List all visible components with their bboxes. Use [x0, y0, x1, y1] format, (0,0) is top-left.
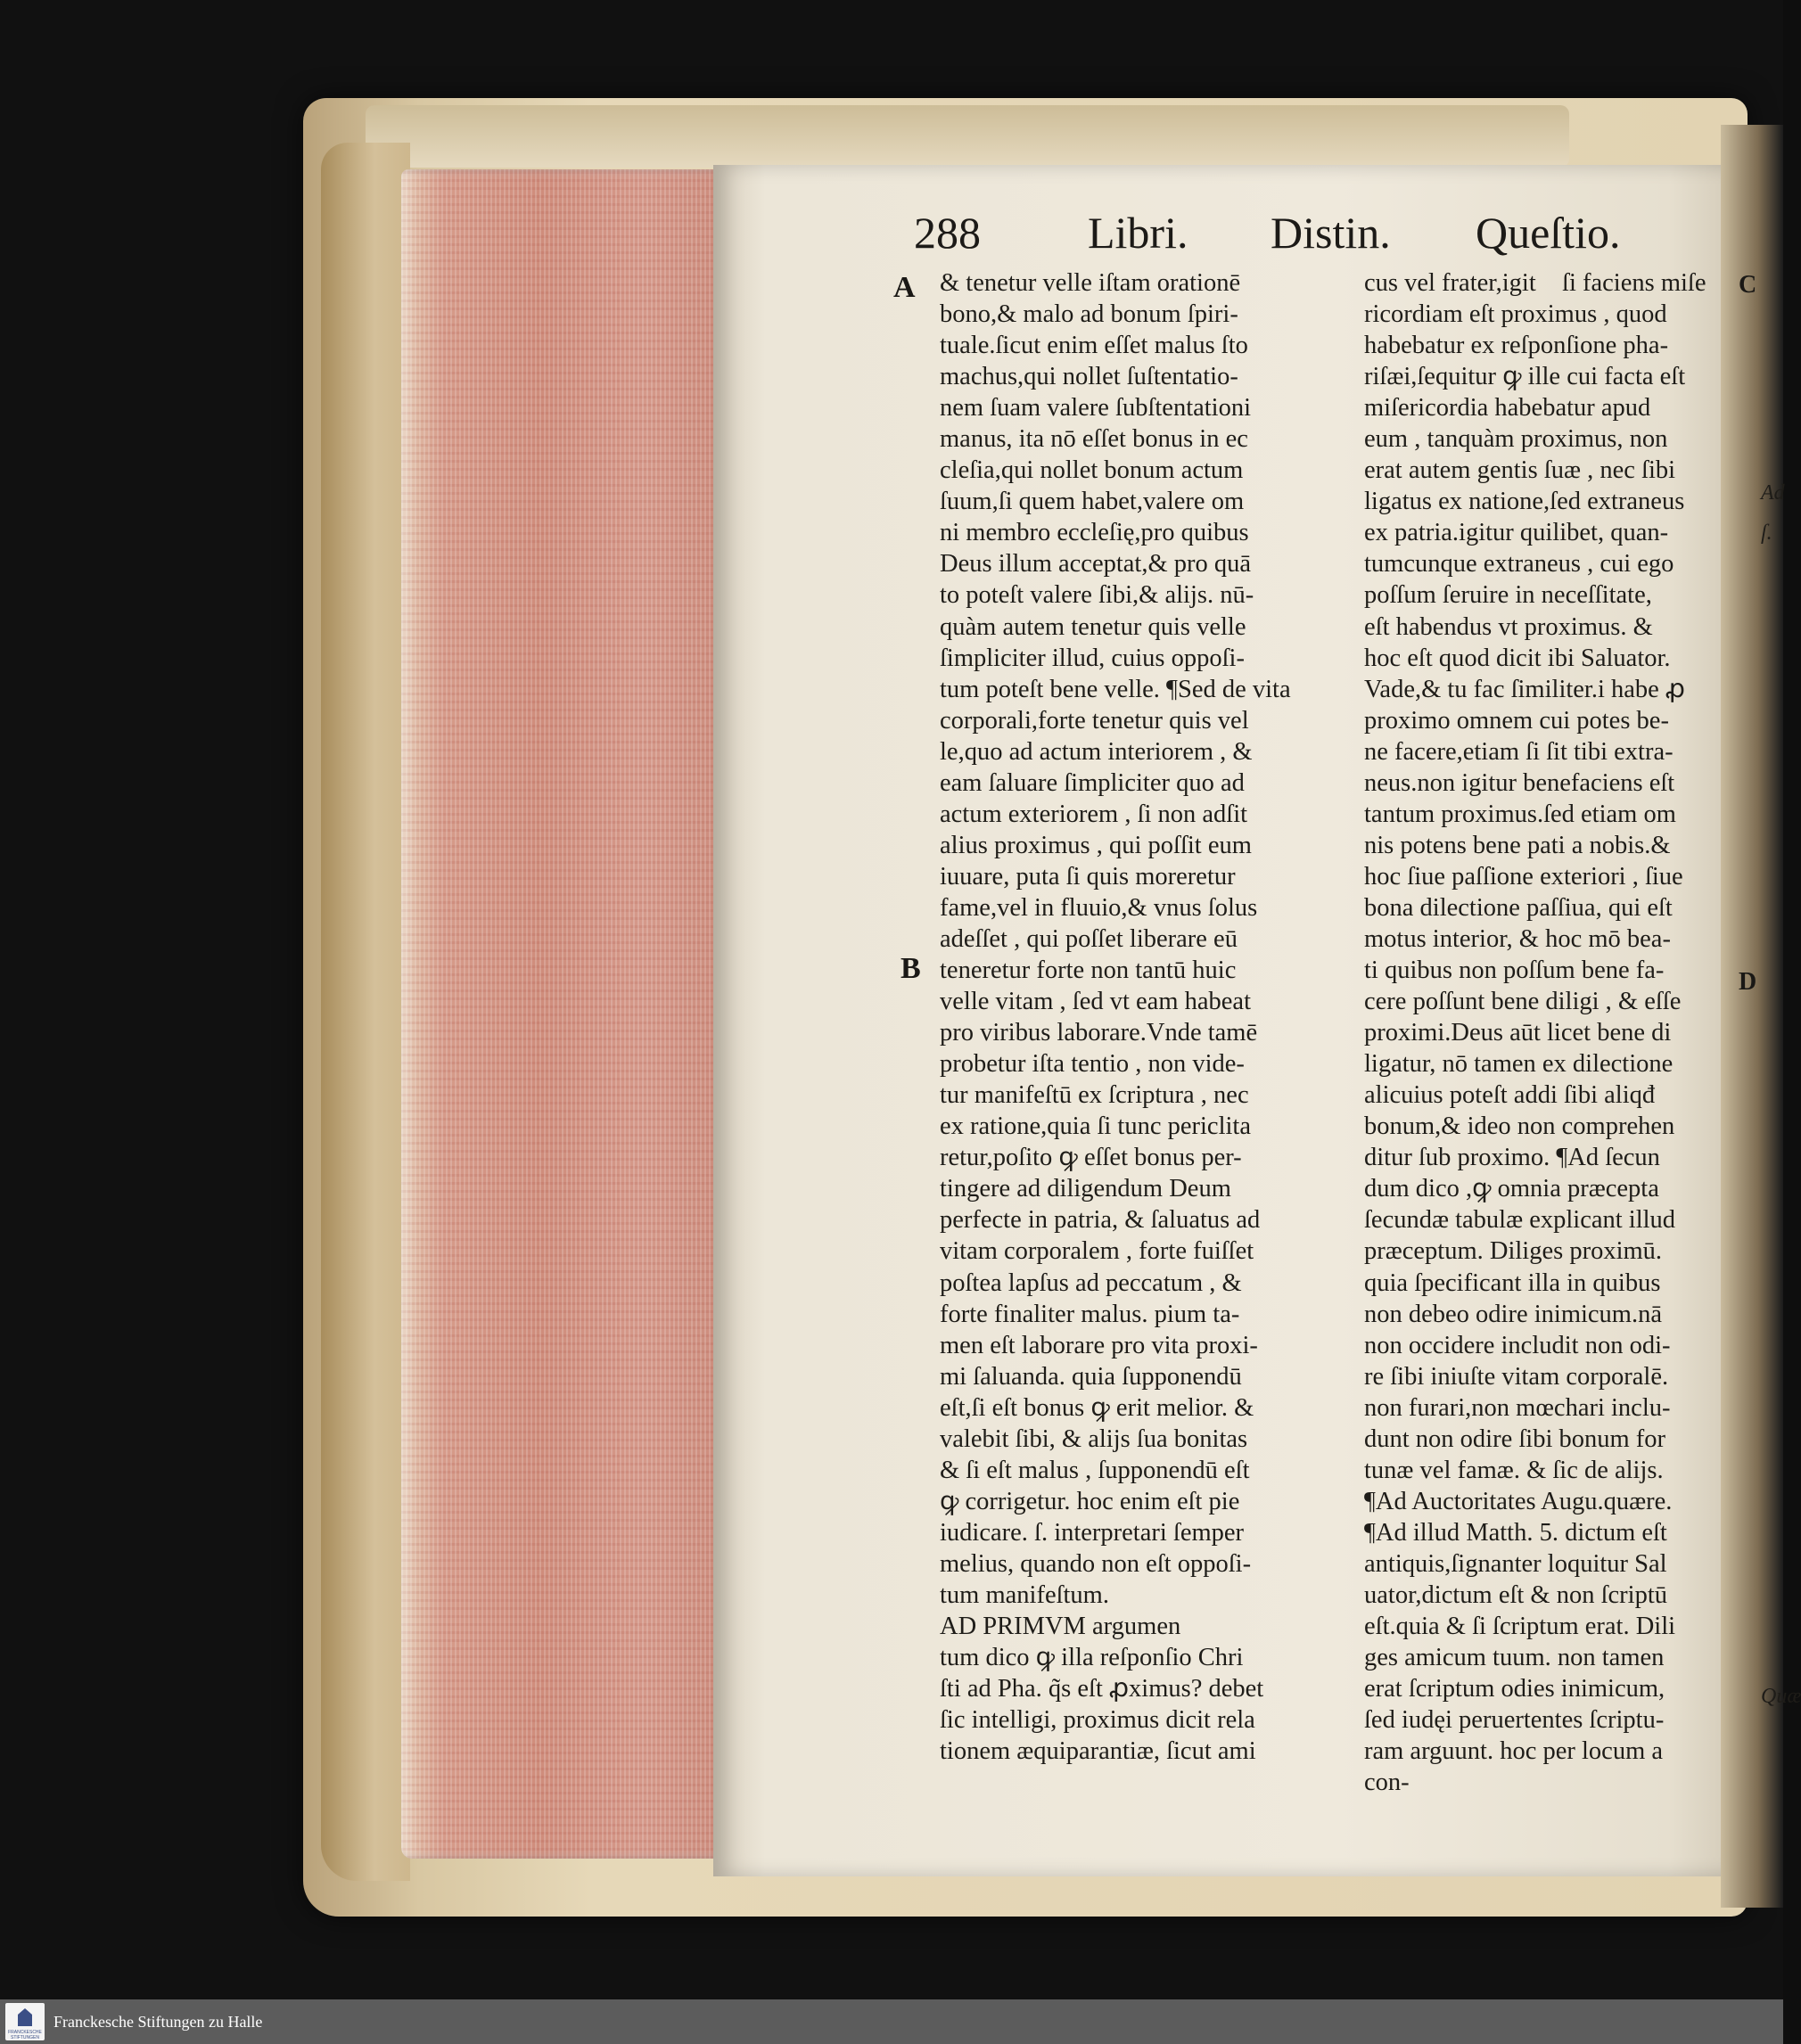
text-line: ſed iudęi peruertentes ſcriptu- — [1364, 1706, 1665, 1735]
text-line: eam ſaluare ſimpliciter quo ad — [940, 768, 1245, 797]
margin-note-fragment: Quæ — [1761, 1685, 1801, 1708]
text-line: cleſia,qui nollet bonum actum — [940, 456, 1244, 485]
text-line: ¶Ad illud Matth. 5. dictum eſt — [1364, 1518, 1667, 1547]
text-line: Vade,& tu fac ſimiliter.i habe ꝓ — [1364, 675, 1686, 703]
text-line: miſericordia habebatur apud — [1364, 394, 1651, 423]
text-line: eſt habendus vt proximus. & — [1364, 612, 1653, 641]
margin-note-fragment: ſ. — [1761, 521, 1772, 545]
section-marker-a: A — [893, 271, 916, 304]
text-line: iudicare. ſ. interpretari ſemper — [940, 1518, 1245, 1547]
text-line: velle vitam , ſed vt eam habeat — [940, 988, 1251, 1016]
text-line: tantum proximus.ſed etiam om — [1364, 800, 1676, 828]
text-line: motus interior, & hoc mō bea- — [1364, 924, 1671, 953]
text-line: le,quo ad actum interiorem , & — [940, 737, 1253, 766]
text-line: ligatus ex natione,ſed extraneus — [1364, 488, 1685, 516]
text-line: erat ſcriptum odies inimicum, — [1364, 1675, 1665, 1703]
running-header — [914, 201, 1641, 264]
text-line: eſt.quia & ſi ſcriptum erat. Dili — [1364, 1613, 1676, 1641]
text-line: ſimpliciter illud, cuius oppoſi- — [940, 644, 1245, 672]
text-line: machus,qui nollet ſuſtentatio- — [940, 363, 1238, 391]
text-line: tumcunque extraneus , cui ego — [1364, 550, 1674, 579]
text-line: mi ſaluanda. quia ſupponendū — [940, 1362, 1242, 1391]
text-line: quia ſpecificant illa in quibus — [1364, 1268, 1661, 1297]
text-line: ditur ſub proximo. ¶Ad ſecun — [1364, 1144, 1660, 1172]
text-line: ram arguunt. hoc per locum a — [1364, 1737, 1664, 1766]
text-line: Deus illum acceptat,& pro quā — [940, 550, 1252, 579]
binding-flap — [321, 143, 410, 1881]
text-line: retur,poſito ꝙ eſſet bonus per- — [940, 1144, 1242, 1172]
text-column-left — [940, 267, 1359, 1767]
text-line: quàm autem tenetur quis velle — [940, 612, 1246, 641]
text-line: non debeo odire inimicum.nā — [1364, 1300, 1662, 1328]
text-line: AD PRIMVM argumen — [940, 1613, 1181, 1641]
text-line: antiquis,ſignanter loquitur Sal — [1364, 1549, 1667, 1578]
text-line: fame,vel in fluuio,& vnus ſolus — [940, 893, 1258, 922]
header-libri: Libri. — [1088, 208, 1188, 258]
header-questio: Queſtio. — [1476, 208, 1621, 258]
header-distin: Distin. — [1271, 208, 1391, 258]
text-line: con- — [1364, 1769, 1410, 1797]
text-line: pro viribus laborare.Vnde tamē — [940, 1019, 1258, 1047]
text-line: bonum,& ideo non comprehen — [1364, 1112, 1675, 1141]
logo-caption: FRANCKESCHE STIFTUNGEN — [8, 2030, 42, 2040]
section-marker-b: B — [900, 952, 921, 985]
text-line: vitam corporalem , forte fuiſſet — [940, 1237, 1254, 1266]
text-line: neus.non igitur benefaciens eſt — [1364, 768, 1675, 797]
text-line: hoc eſt quod dicit ibi Saluator. — [1364, 644, 1671, 672]
text-line: alicuius poteſt addi ſibi aliqđ — [1364, 1081, 1656, 1110]
text-line: habebatur ex reſponſione pha- — [1364, 332, 1669, 360]
text-line: perfecte in patria, & ſaluatus ad — [940, 1206, 1261, 1235]
text-line: corporali,forte tenetur quis vel — [940, 706, 1249, 735]
text-line: ſti ad Pha. q̃s eſt ꝓximus? debet — [940, 1675, 1264, 1703]
text-line: melius, quando non eſt oppoſi- — [940, 1549, 1252, 1578]
text-line: ſuum,ſi quem habet,valere om — [940, 488, 1245, 516]
text-line: tionem æquiparantiæ, ſicut ami — [940, 1737, 1256, 1766]
margin-note-fragment: Ad — [1761, 481, 1785, 505]
text-line: ꝙ corrigetur. hoc enim eſt pie — [940, 1487, 1240, 1515]
building-icon — [18, 2008, 32, 2026]
text-line: ni membro eccleſię,pro quibus — [940, 519, 1249, 547]
text-line: uator,dictum eſt & non ſcriptū — [1364, 1580, 1667, 1609]
page-fore-edge — [401, 169, 749, 1859]
text-line: nem ſuam valere ſubſtentationi — [940, 394, 1252, 423]
text-line: ſic intelligi, proximus dicit rela — [940, 1706, 1255, 1735]
cover-top-edge — [366, 105, 1569, 168]
institution-logo — [5, 2003, 45, 2040]
text-line: tunæ vel famæ. & ſic de alijs. — [1364, 1456, 1664, 1484]
text-line: ne facere,etiam ſi ſit tibi extra- — [1364, 737, 1674, 766]
text-line: nis potens bene pati a nobis.& — [1364, 831, 1671, 859]
text-line: iuuare, puta ſi quis moreretur — [940, 862, 1236, 891]
text-line: ex ratione,quia ſi tunc periclita — [940, 1112, 1251, 1141]
text-line: forte finaliter malus. pium ta- — [940, 1300, 1240, 1328]
text-line: tuale.ſicut enim eſſet malus ſto — [940, 332, 1248, 360]
text-line: riſæi,ſequitur ꝙ ille cui facta eſt — [1364, 363, 1686, 391]
text-line: hoc ſiue paſſione exteriori , ſiue — [1364, 862, 1683, 891]
text-line: ¶Ad Auctoritates Augu.quære. — [1364, 1487, 1673, 1515]
text-line: ſecundæ tabulæ explicant illud — [1364, 1206, 1676, 1235]
text-line: adeſſet , qui poſſet liberare eū — [940, 924, 1238, 953]
text-line: valebit ſibi, & alijs ſua bonitas — [940, 1424, 1248, 1453]
text-line: erat autem gentis ſuæ , nec ſibi — [1364, 456, 1676, 485]
text-line: & tenetur velle iſtam orationē — [940, 269, 1241, 297]
text-line: bona dilectione paſſiua, qui eſt — [1364, 893, 1673, 922]
text-line: eum , tanquàm proximus, non — [1364, 425, 1668, 454]
text-line: ti quibus non poſſum bene fa- — [1364, 956, 1665, 985]
text-line: tingere ad diligendum Deum — [940, 1175, 1231, 1203]
text-line: poſtea lapſus ad peccatum , & — [940, 1268, 1242, 1297]
text-line: ricordiam eſt proximus , quod — [1364, 300, 1667, 329]
text-line: cere poſſunt bene diligi , & eſſe — [1364, 988, 1682, 1016]
text-line: & ſi eſt malus , ſupponendū eſt — [940, 1456, 1250, 1484]
text-line: men eſt laborare pro vita proxi- — [940, 1331, 1258, 1359]
section-marker-d: D — [1739, 968, 1757, 996]
institution-name: Franckesche Stiftungen zu Halle — [53, 2013, 263, 2031]
text-line: non occidere includit non odi- — [1364, 1331, 1671, 1359]
page-number: 288 — [914, 208, 981, 258]
text-line: tur manifeſtū ex ſcriptura , nec — [940, 1081, 1249, 1110]
text-line: re ſibi iniuſte vitam corporalē. — [1364, 1362, 1669, 1391]
text-line: to poteſt valere ſibi,& alijs. nū- — [940, 581, 1254, 610]
text-line: proximo omnem cui potes be- — [1364, 706, 1669, 735]
text-line: dunt non odire ſibi bonum for — [1364, 1424, 1666, 1453]
text-line: actum exteriorem , ſi non adſit — [940, 800, 1248, 828]
text-line: cus vel frater,igitᷣ ſi faciens miſe — [1364, 269, 1706, 297]
text-line: tum manifeſtum. — [940, 1580, 1109, 1609]
text-line: teneretur forte non tantū huic — [940, 956, 1237, 985]
text-line: non furari,non mœchari inclu- — [1364, 1393, 1671, 1422]
text-line: poſſum ſeruire in neceſſitate, — [1364, 581, 1652, 610]
text-column-right — [1364, 267, 1756, 1798]
text-line: tum dico ꝙ illa reſponſio Chri — [940, 1644, 1244, 1672]
text-line: ex patria.igitur quilibet, quan- — [1364, 519, 1669, 547]
text-line: præceptum. Diliges proximū. — [1364, 1237, 1663, 1266]
text-line: bono,& malo ad bonum ſpiri- — [940, 300, 1238, 329]
text-line: dum dico ,ꝙ omnia præcepta — [1364, 1175, 1659, 1203]
text-line: ges amicum tuum. non tamen — [1364, 1644, 1665, 1672]
text-line: eſt,ſi eſt bonus ꝙ erit melior. & — [940, 1393, 1254, 1422]
text-line: proximi.Deus aūt licet bene di — [1364, 1019, 1672, 1047]
text-line: manus, ita nō eſſet bonus in ec — [940, 425, 1248, 454]
text-line: tum poteſt bene velle. ¶Sed de vita — [940, 675, 1291, 703]
text-line: probetur iſta tentio , non vide- — [940, 1050, 1245, 1079]
text-line: ligatur, nō tamen ex dilectione — [1364, 1050, 1674, 1079]
section-marker-c: C — [1739, 271, 1757, 299]
text-line: alius proximus , qui poſſit eum — [940, 831, 1252, 859]
footer-bar — [0, 1999, 1783, 2044]
